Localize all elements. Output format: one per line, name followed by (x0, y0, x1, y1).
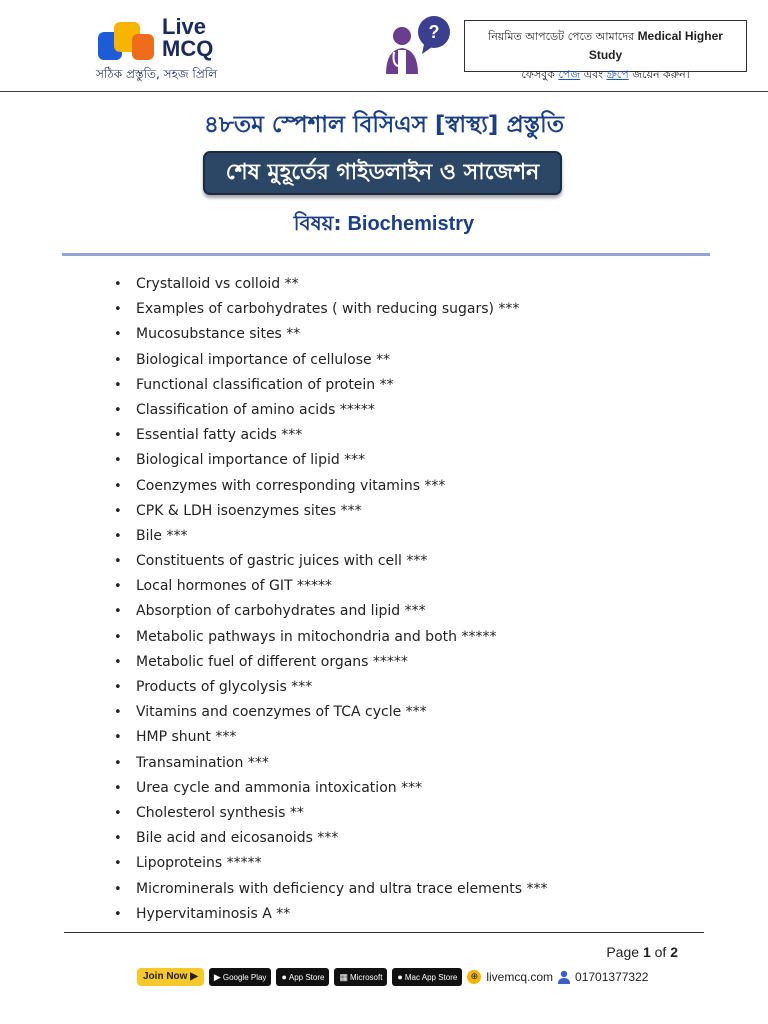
list-item: • Transamination *** (110, 751, 710, 776)
list-item: • Examples of carbohydrates ( with reducing sugars) *** (110, 297, 710, 322)
page-header (0, 0, 768, 92)
svg-text:?: ? (428, 22, 440, 42)
logo-text-live: Live (162, 14, 207, 39)
exam-title: ৪৮তম স্পেশাল বিসিএস [স্বাস্থ্য] প্রস্তুতি (203, 112, 564, 138)
list-item: • HMP shunt *** (110, 725, 710, 750)
logo-tagline: সঠিক প্রস্তুতি, সহজ প্রিলি (96, 67, 218, 81)
website-link[interactable]: livemcq.com (486, 970, 554, 984)
doctor-question-icon (382, 12, 454, 76)
title-divider (62, 253, 710, 256)
apple-icon: ● (281, 972, 287, 982)
list-item: • Urea cycle and ammonia intoxication *** (110, 776, 710, 801)
notice-line-1: নিয়মিত আপডেট পেতে আমাদের Medical Higher Study (488, 29, 723, 62)
list-item: • Bile acid and eicosanoids *** (110, 826, 710, 851)
person-icon (558, 970, 570, 984)
subject-value: Biochemistry (347, 213, 475, 235)
google-play-badge[interactable]: ▶ Google Play (209, 968, 272, 986)
list-item: • Coenzymes with corresponding vitamins *** (110, 474, 710, 499)
join-now-button[interactable]: Join Now ▶ (137, 968, 204, 986)
microsoft-store-badge[interactable]: ▦ Microsoft (334, 968, 387, 986)
list-item: • Products of glycolysis *** (110, 675, 710, 700)
list-item: • Classification of amino acids ***** (110, 398, 710, 423)
list-item: • Metabolic pathways in mitochondria and both ***** (110, 625, 710, 650)
subject-heading (0, 209, 768, 242)
list-item: • Hypervitaminosis A ** (110, 902, 710, 927)
facebook-group-link[interactable]: গ্রুপে (606, 68, 629, 81)
list-item: • Cholesterol synthesis ** (110, 801, 710, 826)
list-item: • Metabolic fuel of different organs ***** (110, 650, 710, 675)
logo-text-mcq: MCQ (162, 36, 214, 61)
subject-label: বিষয়: (293, 211, 342, 235)
play-icon: ▶ (213, 972, 221, 982)
page-number: Page 1 of 2 (606, 944, 678, 960)
apple-icon: ● (397, 972, 403, 982)
list-item: • Local hormones of GIT ***** (110, 574, 710, 599)
windows-icon: ▦ (339, 972, 348, 982)
list-item: • CPK & LDH isoenzymes sites *** (110, 499, 710, 524)
list-item: • Functional classification of protein ** (110, 373, 710, 398)
guideline-banner: শেষ মুহূর্তের গাইডলাইন ও সাজেশন (203, 151, 562, 195)
app-store-badge[interactable]: ● App Store (276, 968, 329, 986)
page-current: 1 (642, 944, 651, 960)
notice-line-2: ফেসবুক পেজ এবং গ্রুপে জয়েন করুন। (521, 68, 690, 81)
mac-app-store-badge[interactable]: ● Mac App Store (392, 968, 462, 986)
list-item: • Absorption of carbohydrates and lipid *** (110, 599, 710, 624)
list-item: • Biological importance of lipid *** (110, 448, 710, 473)
facebook-notice-box (464, 20, 747, 81)
list-item: • Essential fatty acids *** (110, 423, 710, 448)
list-item: • Constituents of gastric juices with cell *** (110, 549, 710, 574)
list-item: • Vitamins and coenzymes of TCA cycle *** (110, 700, 710, 725)
list-item: • Bile *** (110, 524, 710, 549)
notice-group-name: Medical Higher Study (588, 29, 723, 62)
facebook-page-link[interactable]: পেজ (558, 68, 581, 81)
topic-list (110, 272, 710, 927)
list-item: • Crystalloid vs colloid ** (110, 272, 710, 297)
logo-mark-icon (98, 20, 154, 66)
list-item: • Biological importance of cellulose ** (110, 348, 710, 373)
list-item: • Microminerals with deficiency and ultra trace elements *** (110, 877, 710, 902)
list-item: • Mucosubstance sites ** (110, 322, 710, 347)
list-item: • Lipoproteins ***** (110, 851, 710, 876)
footer-divider (64, 932, 704, 933)
footer-links-bar (137, 967, 648, 987)
page-total: 2 (670, 944, 678, 960)
livemcq-logo[interactable] (96, 14, 236, 84)
globe-icon: ⊕ (467, 970, 481, 984)
phone-number: 01701377322 (575, 970, 649, 984)
